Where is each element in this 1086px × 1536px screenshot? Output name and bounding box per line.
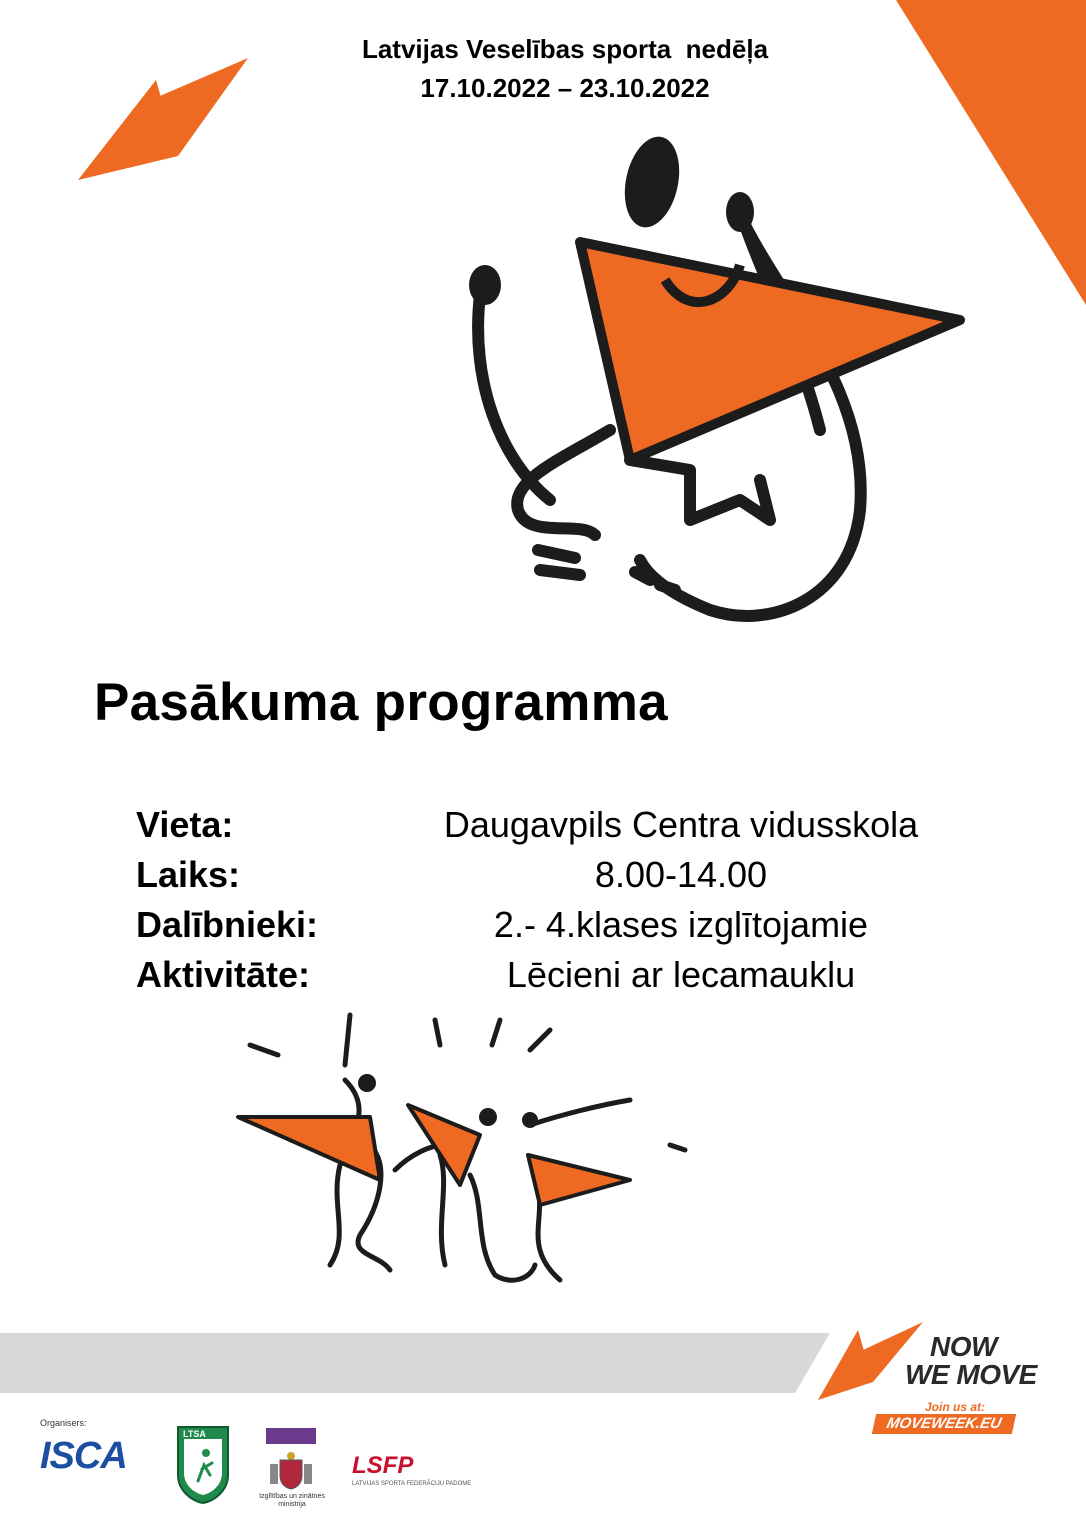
lsfp-subtitle: LATVIJAS SPORTA FEDERĀCIJU PADOME bbox=[352, 1481, 472, 1487]
event-header bbox=[250, 30, 880, 108]
lsfp-logo: LSFP bbox=[352, 1452, 414, 1479]
event-details bbox=[136, 800, 996, 1000]
program-title: Pasākuma programma bbox=[94, 673, 668, 732]
detail-row-activity bbox=[136, 950, 996, 1000]
detail-value: Daugavpils Centra vidusskola bbox=[443, 804, 919, 845]
detail-value: 2.- 4.klases izglītojamie bbox=[493, 904, 869, 945]
detail-value: Lēcieni ar lecamauklu bbox=[506, 954, 856, 995]
moveweek-logo-icon bbox=[78, 58, 248, 183]
detail-value: 8.00-14.00 bbox=[594, 854, 768, 895]
event-dates: 17.10.2022 – 23.10.2022 bbox=[420, 73, 710, 103]
detail-label: Dalībnieki: bbox=[136, 904, 319, 945]
detail-row-time bbox=[136, 850, 996, 900]
detail-label: Laiks: bbox=[136, 854, 241, 895]
campaign-line2: WE MOVE bbox=[905, 1359, 1037, 1390]
organisers-label: Organisers: bbox=[40, 1418, 87, 1428]
lsa-label: LTSA bbox=[183, 1429, 206, 1439]
detail-label: Aktivitāte: bbox=[136, 954, 311, 995]
ministry-text: Izglītības un zinātnes ministrija bbox=[259, 1493, 325, 1508]
ministry-color-bar bbox=[266, 1428, 316, 1444]
detail-row-location bbox=[136, 800, 996, 850]
join-text: Join us at: bbox=[925, 1400, 986, 1414]
campaign-name bbox=[905, 1333, 1037, 1389]
campaign-website: MOVEWEEK.EU bbox=[872, 1414, 1016, 1434]
detail-row-participants bbox=[136, 900, 996, 950]
detail-label: Vieta: bbox=[136, 804, 234, 845]
event-title: Latvijas Veselības sporta nedēļa bbox=[361, 34, 769, 64]
footer-band bbox=[0, 1333, 830, 1393]
campaign-line1: NOW bbox=[930, 1331, 997, 1362]
ministry-crest-icon bbox=[268, 1450, 314, 1490]
skipping-figure-illustration bbox=[440, 130, 970, 640]
isca-logo: ISCA bbox=[40, 1435, 127, 1477]
dancing-group-illustration bbox=[230, 1005, 700, 1295]
